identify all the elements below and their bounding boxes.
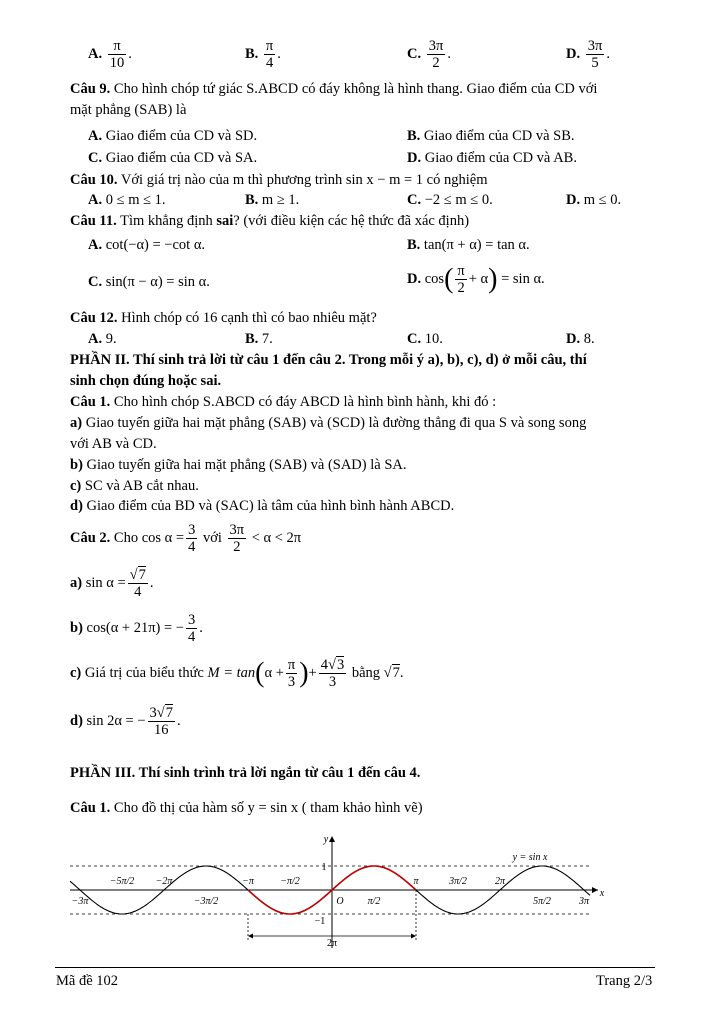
tick-label-lower: 5π/2 [533, 896, 551, 907]
part3-heading: PHẦN III. Thí sinh trình trả lời ngắn từ câu 1 đến câu 4. [70, 765, 421, 781]
period-label: 2π [326, 938, 338, 949]
footer-page: Trang 2/3 [596, 973, 653, 989]
part2-q2-text: Câu 2. Cho cos α = $\frac{3}{4}$ với $\frac{3\pi}{2}$ < α < 2π [70, 522, 302, 556]
q10-option-c: C. −2 ≤ m ≤ 0. [407, 192, 493, 208]
footer-divider [55, 967, 655, 968]
q8-option-a: A. $\frac{\pi}{10}$ . [88, 38, 132, 71]
tick-label-lower: −3π [71, 896, 89, 907]
function-label: y = sin x [512, 852, 548, 863]
tick-label-upper: −π [242, 876, 254, 887]
q12-option-c: C. 10. [407, 331, 443, 347]
q12-text: Câu 12. Hình chóp có 16 cạnh thì có bao nhiêu mặt? [70, 310, 377, 326]
q9-text-line1: Câu 9. Cho hình chóp tứ giác S.ABCD có đáy không là hình thang. Giao điểm của CD với [70, 81, 598, 97]
tick-label-upper: 3π/2 [449, 876, 467, 887]
part2-q2-c: c) Giá trị của biểu thức M = tan(α + $\frac{\pi}{3}$ )+ $\frac{4√3}{3}$ bằng √7. [70, 657, 404, 691]
tick-label-lower: −3π/2 [193, 896, 219, 907]
tick-label-upper: −2π [155, 876, 173, 887]
q10-option-a: A. 0 ≤ m ≤ 1. [88, 192, 166, 208]
q11-text: Câu 11. Tìm khẳng định sai? (với điều kiện các hệ thức đã xác định) [70, 213, 470, 229]
x-axis-label: x [599, 888, 605, 899]
tick-label-upper: −π/2 [280, 876, 300, 887]
sine-graph [60, 830, 605, 960]
tick-label-upper: π [413, 876, 419, 887]
q11-option-a: A. cot(−α) = −cot α. [88, 237, 206, 253]
y-axis-arrow [329, 836, 335, 842]
tick-label-neg-one: −1 [314, 916, 326, 927]
q9-text-line2: mặt phẳng (SAB) là [70, 102, 187, 118]
q10-option-d: D. m ≤ 0. [566, 192, 622, 208]
q8-option-d: D. $\frac{3\pi}{5}$ . [566, 38, 610, 71]
part3-q1-text: Câu 1. Cho đồ thị của hàm số y = sin x ( tham khảo hình vẽ) [70, 800, 423, 816]
q11-option-b: B. tan(π + α) = tan α. [407, 237, 530, 253]
x-axis-arrow [592, 887, 598, 893]
tick-label-one: 1 [321, 862, 327, 873]
part2-q1-a-line1: a) Giao tuyến giữa hai mặt phẳng (SAB) và (SCD) là đường thẳng đi qua S và song song [70, 415, 587, 431]
q8-option-b: B. $\frac{\pi}{4}$ . [245, 38, 281, 71]
part2-q1-d: d) Giao điểm của BD và (SAC) là tâm của hình bình hành ABCD. [70, 498, 455, 514]
q11-option-c: C. sin(π − α) = sin α. [88, 274, 210, 290]
part2-q2-a: a) sin α = $\frac{√7}{4}$ . [70, 567, 154, 601]
q10-option-b: B. m ≥ 1. [245, 192, 300, 208]
q11-option-d: D. cos( $\frac{\pi}{2}$ + α) = sin α. [407, 263, 545, 297]
part2-q2-b: b) cos(α + 21π) = − $\frac{3}{4}$ . [70, 612, 203, 646]
part2-q1-b: b) Giao tuyến giữa hai mặt phẳng (SAB) và (SAD) là SA. [70, 457, 407, 473]
period-arrow-left-head [248, 934, 253, 939]
part2-q1-c: c) SC và AB cắt nhau. [70, 478, 199, 494]
period-arrow-right-head [411, 934, 416, 939]
y-axis-label: y [323, 834, 329, 845]
tick-label-upper: −5π/2 [109, 876, 135, 887]
part2-q1-text: Câu 1. Cho hình chóp S.ABCD có đáy ABCD là hình bình hành, khi đó : [70, 394, 497, 410]
part2-heading-line2: sinh chọn đúng hoặc sai. [70, 373, 222, 389]
tick-label-upper: 2π [494, 876, 506, 887]
part2-heading-line1: PHẦN II. Thí sinh trả lời từ câu 1 đến câu 2. Trong mỗi ý a), b), c), d) ở mỗi câu, thí [70, 352, 587, 368]
q9-option-b: B. Giao điểm của CD và SB. [407, 128, 575, 144]
q9-option-a: A. Giao điểm của CD và SD. [88, 128, 258, 144]
part2-q1-a-line2: với AB và CD. [70, 436, 157, 452]
part2-q2-d: d) sin 2α = − $\frac{3√7}{16}$ . [70, 705, 181, 739]
tick-label-lower: 3π [578, 896, 590, 907]
q10-text: Câu 10. Với giá trị nào của m thì phương trình sin x − m = 1 có nghiệm [70, 172, 488, 188]
q12-option-a: A. 9. [88, 331, 117, 347]
q9-option-c: C. Giao điểm của CD và SA. [88, 150, 258, 166]
q12-option-b: B. 7. [245, 331, 273, 347]
origin-label: O [336, 896, 344, 907]
q9-option-d: D. Giao điểm của CD và AB. [407, 150, 577, 166]
q8-option-c: C. $\frac{3\pi}{2}$ . [407, 38, 451, 71]
footer-code: Mã đề 102 [56, 973, 119, 989]
q12-option-d: D. 8. [566, 331, 595, 347]
tick-label-lower: π/2 [367, 896, 381, 907]
